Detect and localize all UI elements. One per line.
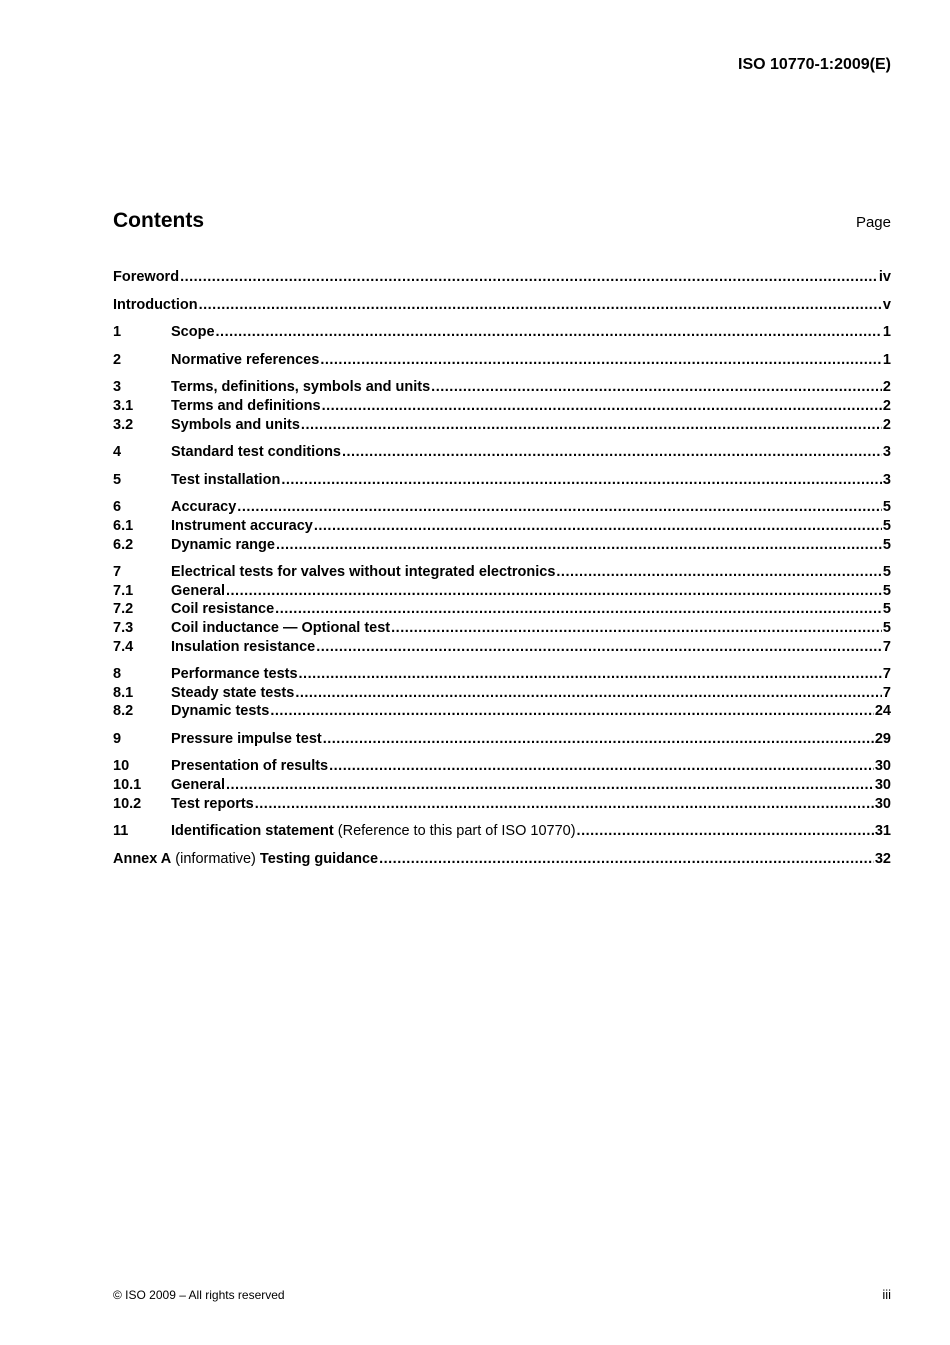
toc-dot-leader: [276, 536, 882, 555]
toc-dot-leader: [323, 730, 874, 749]
toc-entry-title: [171, 600, 274, 619]
toc-entry-number: 10: [113, 758, 130, 775]
toc-entry[interactable]: [113, 498, 891, 517]
toc-entry[interactable]: [113, 850, 891, 869]
toc-entry-title-text: Coil resistance: [171, 601, 275, 618]
toc-entry-page: 7: [882, 684, 891, 701]
toc-entry-page: 31: [874, 823, 891, 840]
toc-dot-leader: [270, 702, 874, 721]
toc-entry-number: 6: [113, 499, 122, 516]
toc-entry-title: [171, 582, 225, 601]
toc-entry[interactable]: [113, 351, 891, 370]
toc-entry-title-text: Foreword: [113, 269, 180, 285]
toc-entry-title: [171, 822, 576, 841]
toc-entry[interactable]: [113, 517, 891, 536]
toc-entry-title-text: Instrument accuracy: [171, 517, 313, 534]
toc-entry-page: 2: [882, 397, 891, 414]
toc-dot-leader: [255, 795, 874, 814]
toc-dot-leader: [180, 268, 878, 287]
toc-entry[interactable]: [113, 296, 891, 315]
table-of-contents: [113, 268, 891, 877]
toc-entry-title: [171, 498, 236, 517]
toc-group: [113, 443, 891, 462]
toc-entry[interactable]: [113, 397, 891, 416]
toc-dot-leader: [577, 822, 874, 841]
toc-entry-title: [171, 471, 280, 490]
toc-entry-number: 3.1: [113, 397, 134, 414]
toc-entry[interactable]: [113, 582, 891, 601]
toc-entry-page: 3: [882, 444, 891, 461]
toc-entry-page: 5: [882, 517, 891, 534]
toc-entry-title-text: Scope: [171, 324, 215, 341]
toc-dot-leader: [316, 638, 882, 657]
toc-entry-page: 5: [882, 619, 891, 636]
toc-dot-leader: [329, 757, 874, 776]
toc-entry-number: 6.1: [113, 517, 134, 534]
toc-group: [113, 730, 891, 749]
toc-entry-title: [171, 702, 269, 721]
toc-group: [113, 378, 891, 434]
toc-entry[interactable]: [113, 665, 891, 684]
toc-entry-title-text: Annex A: [113, 850, 172, 867]
toc-entry-page: 5: [882, 499, 891, 516]
toc-entry-title-text: Introduction: [113, 296, 198, 313]
toc-dot-leader: [556, 563, 882, 582]
toc-dot-leader: [299, 665, 882, 684]
toc-entry-title: [113, 268, 179, 287]
toc-entry-page: 2: [882, 379, 891, 396]
toc-group: [113, 471, 891, 490]
toc-entry[interactable]: [113, 776, 891, 795]
toc-entry-number: 10.1: [113, 777, 142, 794]
toc-entry-page: 7: [882, 666, 891, 683]
toc-entry-title-text: Dynamic range: [171, 536, 275, 553]
toc-entry-title-text: Terms and definitions: [171, 397, 321, 414]
toc-entry-page: iv: [878, 269, 891, 285]
toc-entry-title: [171, 757, 328, 776]
toc-dot-leader: [391, 619, 882, 638]
toc-dot-leader: [226, 582, 882, 601]
toc-entry-page: 7: [882, 638, 891, 655]
toc-entry-page: v: [882, 296, 891, 313]
page-footer: [113, 1287, 891, 1302]
toc-entry-title-text: Presentation of results: [171, 758, 329, 775]
toc-entry[interactable]: [113, 702, 891, 721]
page-number: iii: [882, 1287, 891, 1302]
toc-dot-leader: [216, 323, 882, 342]
toc-entry-number: 7.2: [113, 601, 134, 618]
toc-dot-leader: [237, 498, 882, 517]
toc-dot-leader: [295, 684, 882, 703]
toc-entry-title: [171, 795, 254, 814]
toc-entry-title-text: Terms, definitions, symbols and units: [171, 379, 431, 396]
toc-entry-page: 29: [874, 730, 891, 747]
toc-entry-number: 10.2: [113, 795, 142, 812]
toc-entry-title-note: (Reference to this part of ISO 10770): [333, 823, 576, 840]
toc-group: [113, 563, 891, 656]
page-column-label: Page: [855, 214, 891, 231]
toc-group: [113, 822, 891, 841]
contents-heading-row: [113, 209, 891, 233]
toc-entry-number: 8.2: [113, 703, 134, 720]
toc-entry-page: 30: [874, 758, 891, 775]
toc-entry-title: [171, 563, 555, 582]
toc-dot-leader: [199, 296, 882, 315]
toc-entry-title-note: (informative): [171, 850, 260, 867]
toc-entry-title-text: Pressure impulse test: [171, 730, 322, 747]
toc-entry[interactable]: [113, 757, 891, 776]
toc-entry[interactable]: [113, 619, 891, 638]
toc-group: [113, 757, 891, 813]
toc-entry-page: 30: [874, 777, 891, 794]
toc-entry-title-text: Insulation resistance: [171, 638, 316, 655]
toc-dot-leader: [379, 850, 874, 869]
toc-entry[interactable]: [113, 795, 891, 814]
toc-entry-title-text: Coil inductance — Optional test: [171, 619, 391, 636]
toc-entry-number: 11: [113, 823, 129, 840]
toc-entry-title: [171, 378, 430, 397]
toc-entry-title: [113, 296, 198, 315]
toc-entry-title: [171, 397, 321, 416]
toc-entry-title: [171, 619, 390, 638]
toc-entry-title: [171, 776, 225, 795]
toc-dot-leader: [301, 416, 882, 435]
toc-entry-title: [171, 443, 341, 462]
toc-entry-page: 1: [882, 324, 891, 341]
toc-entry-number: 3: [113, 379, 122, 396]
toc-entry-page: 5: [882, 601, 891, 618]
toc-group: [113, 323, 891, 342]
toc-entry-title: [171, 536, 275, 555]
toc-entry-title-text: Standard test conditions: [171, 444, 341, 461]
toc-entry[interactable]: [113, 416, 891, 435]
toc-entry-page: 3: [882, 471, 891, 488]
toc-entry-page: 2: [882, 416, 891, 433]
toc-entry-title-text: Test installation: [171, 471, 281, 488]
toc-group: [113, 850, 891, 869]
toc-group: [113, 665, 891, 721]
toc-entry-number: 2: [113, 351, 122, 368]
toc-dot-leader: [226, 776, 874, 795]
toc-entry-page: 1: [882, 351, 891, 368]
toc-entry-title-text: Dynamic tests: [171, 703, 270, 720]
toc-entry-number: 8: [113, 666, 122, 683]
toc-entry-page: 24: [874, 703, 891, 720]
toc-entry[interactable]: [113, 638, 891, 657]
toc-entry-title: [171, 665, 298, 684]
toc-entry-title-text: Steady state tests: [171, 684, 295, 701]
toc-entry-number: 8.1: [113, 684, 134, 701]
toc-entry[interactable]: [113, 822, 891, 841]
toc-entry-number: 3.2: [113, 416, 134, 433]
toc-entry-number: 7.4: [113, 638, 134, 655]
toc-entry-title-text: Electrical tests for valves without integrated electronics: [171, 564, 556, 581]
toc-entry[interactable]: [113, 684, 891, 703]
toc-group: [113, 351, 891, 370]
toc-entry[interactable]: [113, 730, 891, 749]
toc-entry-title: [171, 517, 313, 536]
toc-entry-title: [171, 323, 215, 342]
toc-entry[interactable]: [113, 600, 891, 619]
contents-title: Contents: [113, 209, 204, 232]
toc-entry-title: [171, 684, 294, 703]
toc-dot-leader: [320, 351, 882, 370]
copyright-notice: © ISO 2009 – All rights reserved: [113, 1288, 285, 1302]
toc-entry-number: 4: [113, 444, 122, 461]
toc-entry[interactable]: [113, 323, 891, 342]
toc-entry-title-text: Normative references: [171, 351, 320, 368]
toc-group: [113, 498, 891, 554]
toc-entry-title-text: General: [171, 777, 225, 794]
toc-dot-leader: [281, 471, 882, 490]
toc-entry-title-tail: Testing guidance: [259, 850, 379, 867]
toc-entry-number: 7.1: [113, 582, 134, 599]
toc-dot-leader: [431, 378, 882, 397]
toc-group: [113, 296, 891, 315]
toc-entry-title-text: Performance tests: [171, 666, 298, 683]
toc-entry-title: [171, 416, 300, 435]
toc-dot-leader: [342, 443, 882, 462]
toc-entry-title: [171, 638, 315, 657]
toc-entry-number: 7.3: [113, 619, 134, 636]
toc-entry-page: 5: [882, 536, 891, 553]
toc-entry[interactable]: [113, 563, 891, 582]
toc-entry-title-text: Identification statement: [171, 823, 334, 840]
toc-entry-number: 5: [113, 471, 122, 488]
toc-entry[interactable]: [113, 268, 891, 287]
toc-entry[interactable]: [113, 536, 891, 555]
toc-entry-number: 7: [113, 564, 122, 581]
toc-entry[interactable]: [113, 443, 891, 462]
toc-entry-page: 5: [882, 582, 891, 599]
toc-entry-page: 5: [882, 564, 891, 581]
toc-dot-leader: [275, 600, 882, 619]
toc-entry-page: 30: [874, 795, 891, 812]
toc-dot-leader: [314, 517, 882, 536]
toc-entry[interactable]: [113, 471, 891, 490]
toc-entry-page: 32: [874, 850, 891, 867]
toc-entry[interactable]: [113, 378, 891, 397]
toc-entry-title-text: Symbols and units: [171, 416, 300, 433]
toc-group: [113, 268, 891, 287]
document-id: ISO 10770-1:2009(E): [738, 56, 891, 73]
toc-entry-number: 6.2: [113, 536, 134, 553]
toc-entry-title-text: General: [171, 582, 225, 599]
toc-entry-title: [113, 850, 378, 869]
toc-dot-leader: [322, 397, 882, 416]
toc-entry-title-text: Test reports: [171, 795, 254, 812]
toc-entry-title-text: Accuracy: [171, 499, 237, 516]
toc-entry-title: [171, 730, 322, 749]
toc-entry-title: [171, 351, 319, 370]
toc-entry-number: 1: [113, 324, 122, 341]
toc-entry-number: 9: [113, 730, 122, 747]
